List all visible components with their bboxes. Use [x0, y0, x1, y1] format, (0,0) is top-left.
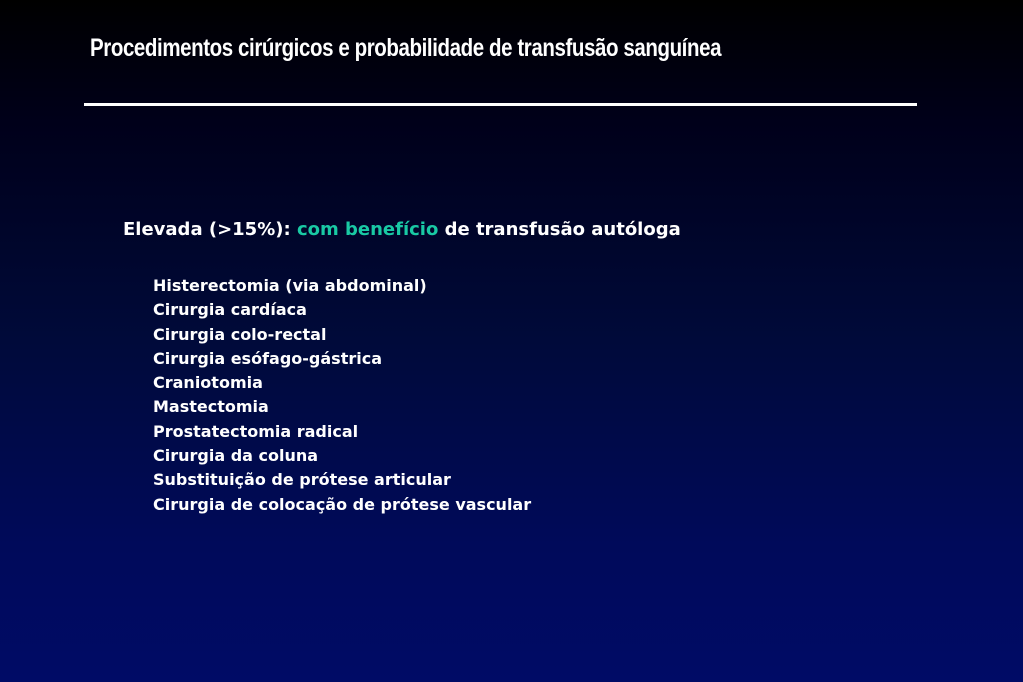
list-item: Cirurgia da coluna: [153, 446, 319, 466]
list-item: Craniotomia: [153, 373, 263, 393]
section-heading: [123, 219, 681, 240]
title-divider: [84, 103, 917, 106]
heading-accent: com benefício: [296, 219, 439, 240]
list-item: Mastectomia: [153, 397, 269, 417]
list-item: Cirurgia de colocação de prótese vascular: [153, 494, 532, 514]
list-item: Histerectomia (via abdominal): [153, 276, 427, 295]
list-item: Cirurgia colo-rectal: [153, 324, 327, 344]
list-item: Cirurgia esófago-gástrica: [153, 348, 382, 368]
list-item: Cirurgia cardíaca: [153, 300, 307, 320]
heading-suffix: de transfusão autóloga: [438, 219, 681, 240]
list-item: Prostatectomia radical: [153, 421, 359, 441]
procedure-list: [153, 274, 531, 517]
heading-prefix: Elevada (>15%):: [123, 219, 297, 240]
list-item: Substituição de prótese articular: [153, 470, 451, 490]
slide-title: Procedimentos cirúrgicos e probabilidade de transfusão sanguínea: [90, 34, 722, 62]
